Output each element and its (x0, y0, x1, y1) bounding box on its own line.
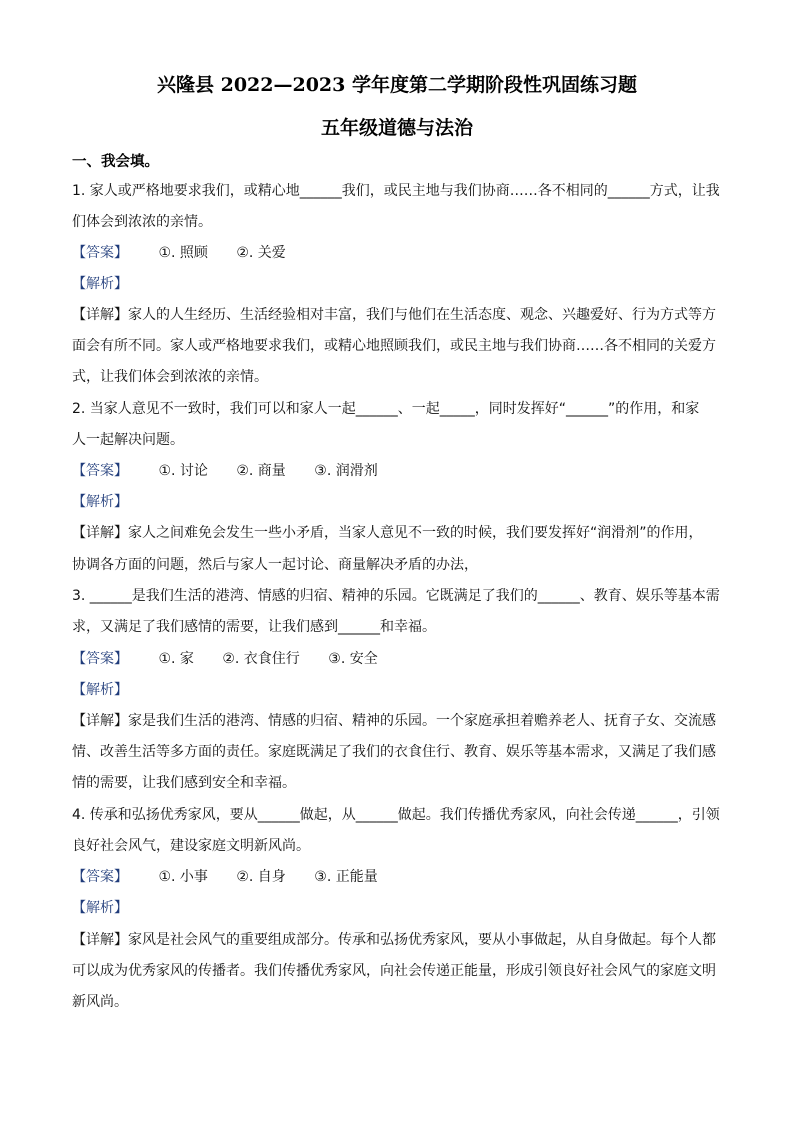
question-3-analysis-label (72, 680, 732, 700)
answer-item: ②. 衣食住行 (222, 651, 300, 667)
question-1-answer (72, 243, 310, 263)
question-3-answer (72, 649, 402, 669)
question-3-line-2: 求，又满足了我们感情的需要，让我们感到______和幸福。 (72, 619, 436, 635)
answer-item: ③. 正能量 (314, 869, 378, 885)
section-heading: 一、我会填。 (72, 153, 159, 170)
question-4-analysis-label (72, 898, 732, 918)
answer-item: ②. 商量 (236, 463, 286, 479)
question-4-detail-line-3: 新风尚。 (72, 994, 128, 1010)
question-2-analysis-label (72, 492, 732, 512)
detail-text: 家人之间难免会发生一些小矛盾，当家人意见不一致的时候，我们要发挥好“润滑剂”的作用， (128, 525, 703, 541)
document-title: 兴隆县 2022—2023 学年度第二学期阶段性巩固练习题 (157, 74, 637, 96)
analysis-label: 【解析】 (72, 494, 128, 510)
answer-item: ①. 照顾 (158, 245, 208, 261)
question-3-detail-line-1 (72, 711, 732, 731)
answer-label: 【答案】 (72, 651, 128, 667)
question-4-line-2: 良好社会风气，建设家庭文明新风尚。 (72, 838, 310, 854)
analysis-label: 【解析】 (72, 900, 128, 916)
answer-label: 【答案】 (72, 869, 128, 885)
detail-text: 家是我们生活的港湾、情感的归宿、精神的乐园。一个家庭承担着赡养老人、抚育子女、交流感 (128, 713, 716, 729)
question-3-detail-line-3: 情的需要，让我们感到安全和幸福。 (72, 775, 296, 791)
question-1-analysis-label (72, 274, 732, 294)
question-2-line-2: 人一起解决问题。 (72, 432, 184, 448)
answer-item: ②. 关爱 (236, 245, 286, 261)
analysis-label: 【解析】 (72, 276, 128, 292)
question-4-answer (72, 867, 402, 887)
question-1-line-2: 们体会到浓浓的亲情。 (72, 214, 212, 230)
detail-label: 【详解】 (72, 713, 128, 729)
document-subtitle: 五年级道德与法治 (320, 117, 473, 139)
question-2-detail-line-2: 协调各方面的问题，然后与家人一起讨论、商量解决矛盾的办法， (72, 557, 478, 573)
question-1-detail-line-3: 式，让我们体会到浓浓的亲情。 (72, 369, 268, 385)
question-2-answer (72, 461, 402, 481)
answer-label: 【答案】 (72, 245, 128, 261)
detail-label: 【详解】 (72, 307, 128, 323)
answer-label: 【答案】 (72, 463, 128, 479)
detail-label: 【详解】 (72, 932, 128, 948)
detail-label: 【详解】 (72, 525, 128, 541)
question-1-detail-line-1 (72, 305, 732, 325)
answer-item: ③. 安全 (328, 651, 378, 667)
answer-item: ①. 小事 (158, 869, 208, 885)
answer-item: ②. 自身 (236, 869, 286, 885)
question-3-detail-line-2: 情、改善生活等多方面的责任。家庭既满足了我们的衣食住行、教育、娱乐等基本需求，又满足了我们感 (72, 744, 716, 760)
question-3-line-1: 3. ______是我们生活的港湾、情感的归宿、精神的乐园。它既满足了我们的______、教育、娱乐等基本需 (72, 588, 720, 604)
question-4-detail-line-1 (72, 930, 732, 950)
answer-item: ③. 润滑剂 (314, 463, 378, 479)
question-2-line-1: 2. 当家人意见不一致时，我们可以和家人一起______、一起_____，同时发挥好“______”的作用，和家 (72, 401, 700, 417)
question-1-detail-line-2: 面会有所不同。家人或严格地要求我们，或精心地照顾我们，或民主地与我们协商……各不相同的关爱方 (72, 338, 716, 354)
question-4-detail-line-2: 可以成为优秀家风的传播者。我们传播优秀家风，向社会传递正能量，形成引领良好社会风气的家庭文明 (72, 963, 716, 979)
analysis-label: 【解析】 (72, 682, 128, 698)
question-1-line-1: 1. 家人或严格地要求我们，或精心地______我们，或民主地与我们协商……各不相同的______方式，让我 (72, 183, 720, 199)
question-4-line-1: 4. 传承和弘扬优秀家风，要从______做起，从______做起。我们传播优秀家风，向社会传递______，引领 (72, 807, 720, 823)
question-2-detail-line-1 (72, 523, 732, 543)
detail-text: 家风是社会风气的重要组成部分。传承和弘扬优秀家风，要从小事做起，从自身做起。每个人都 (128, 932, 716, 948)
answer-item: ①. 家 (158, 651, 194, 667)
answer-item: ①. 讨论 (158, 463, 208, 479)
detail-text: 家人的人生经历、生活经验相对丰富，我们与他们在生活态度、观念、兴趣爱好、行为方式等方 (128, 307, 716, 323)
